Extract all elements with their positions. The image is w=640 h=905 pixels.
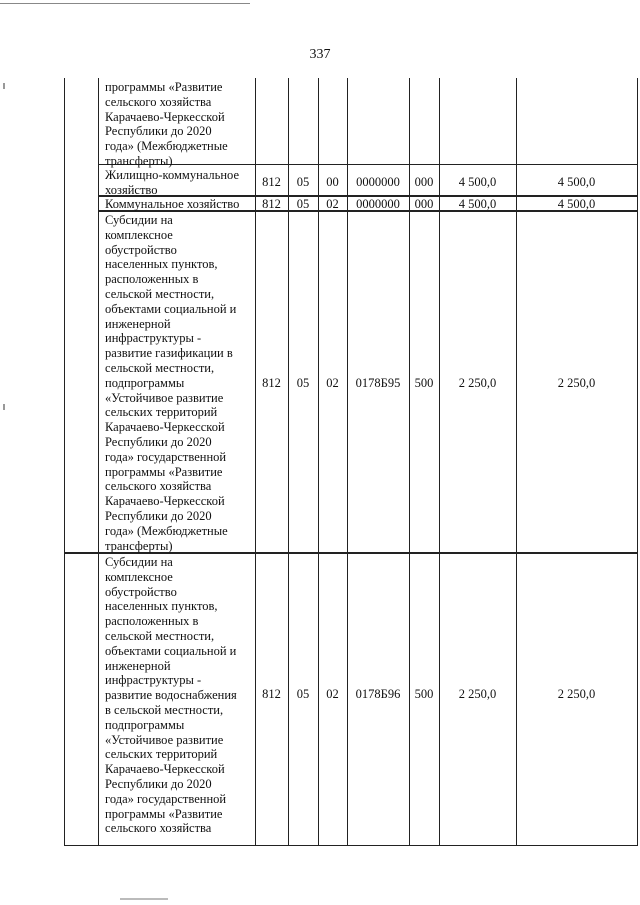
column-divider <box>516 78 517 846</box>
table-border-left <box>64 78 65 846</box>
scan-edge-artifact <box>120 898 168 900</box>
target-code: 0000000 <box>356 197 400 211</box>
target-code: 0000000 <box>356 175 400 189</box>
page-number: 337 <box>309 47 331 62</box>
ministry-code: 812 <box>262 175 281 189</box>
expense-type-code: 500 <box>414 376 434 390</box>
column-divider <box>409 78 410 846</box>
target-code: 0178Б95 <box>355 376 401 390</box>
subsection-code: 00 <box>326 175 339 189</box>
ministry-code: 812 <box>262 687 281 701</box>
row-description: Субсидии на комплексное обустройство населенных пунктов, расположенных в сельской местности, объектами социальной и инженерной инфраструктуры - развитие газификации в сельской местности, подпрограммы «Устойчивое развитие сельских территорий Карачаево-Черкесской Республики до 2020 года» государственной программы «Развитие сельского хозяйства Карачаево-Черкесской Республики до 2020 года» (Межбюджетные трансферты) <box>105 213 237 553</box>
sum-2: 4 500,0 <box>557 175 596 189</box>
expense-type-code: 000 <box>414 197 434 211</box>
table-border-bottom <box>64 845 638 846</box>
column-divider <box>318 78 319 846</box>
row-description: программы «Развитие сельского хозяйства Карачаево-Черкесской Республики до 2020 года» (Межбюджетные трансферты) <box>105 80 228 168</box>
column-divider <box>347 78 348 846</box>
sum-2: 2 250,0 <box>557 376 596 390</box>
section-code: 05 <box>296 175 310 189</box>
section-code: 05 <box>296 197 310 211</box>
expense-type-code: 000 <box>414 175 434 189</box>
sum-1: 2 250,0 <box>458 687 497 701</box>
section-code: 05 <box>296 687 310 701</box>
ministry-code: 812 <box>262 376 281 390</box>
expense-type-code: 500 <box>414 687 434 701</box>
sum-1: 2 250,0 <box>458 376 497 390</box>
ministry-code: 812 <box>262 197 281 211</box>
target-code: 0178Б96 <box>355 687 401 701</box>
section-code: 05 <box>296 376 310 390</box>
row-description: Субсидии на комплексное обустройство населенных пунктов, расположенных в сельской местности, объектами социальной и инженерной инфраструктуры - развитие водоснабжения в сельской местности, подпрограммы «Устойчивое развитие сельских территорий Карачаево-Черкесской Республики до 2020 года» государственной программы «Развитие сельского хозяйства <box>105 555 237 836</box>
column-divider <box>98 78 99 846</box>
table-border-right <box>637 78 638 846</box>
row-description: Коммунальное хозяйство <box>105 197 240 211</box>
scan-mark <box>3 83 5 89</box>
sum-2: 4 500,0 <box>557 197 596 211</box>
sum-1: 4 500,0 <box>458 197 497 211</box>
column-divider <box>288 78 289 846</box>
sum-2: 2 250,0 <box>557 687 596 701</box>
row-description: Жилищно-коммунальное хозяйство <box>105 168 239 197</box>
subsection-code: 02 <box>326 687 339 701</box>
budget-table <box>64 78 638 846</box>
scan-edge-artifact <box>0 3 250 4</box>
subsection-code: 02 <box>326 376 339 390</box>
sum-1: 4 500,0 <box>458 175 497 189</box>
scan-mark <box>3 404 5 410</box>
subsection-code: 02 <box>326 197 339 211</box>
column-divider <box>439 78 440 846</box>
